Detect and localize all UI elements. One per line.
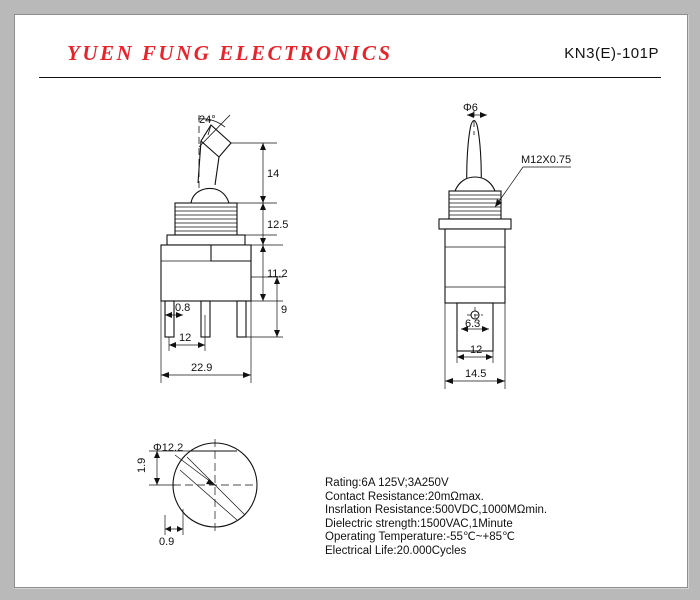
dim-body-upper: 11.2 (267, 268, 288, 280)
spec-insulation-resistance: Insrlation Resistance:500VDC,1000MΩmin. (325, 504, 548, 516)
spec-operating-temperature: Operating Temperature:-55℃~+85℃ (325, 531, 515, 543)
dim-bushing-height: 12.5 (267, 219, 289, 231)
model-number: KN3(E)-101P (564, 45, 659, 62)
dim-overall-width: 22.9 (191, 362, 213, 374)
dim-angle: 24° (199, 114, 216, 126)
dim-key-offset: 1.9 (136, 457, 148, 473)
drawing-sheet (14, 14, 688, 588)
spec-contact-resistance: Contact Resistance:20mΩmax. (325, 490, 484, 503)
dim-hole-dia: Φ12.2 (153, 442, 184, 454)
dim-side-terminal-width: 12 (470, 344, 483, 356)
dim-body-lower: 9 (281, 304, 288, 316)
company-name: YUEN FUNG ELECTRONICS (67, 41, 393, 65)
dim-lever-dia: Φ6 (463, 102, 478, 114)
dim-lever-height: 14 (267, 168, 280, 180)
spec-rating: Rating:6A 125V;3A250V (325, 477, 449, 489)
spec-dielectric-strength: Dielectric strength:1500VAC,1Minute (325, 517, 513, 530)
dim-terminal-thickness: 0.8 (175, 302, 191, 314)
specifications-block (325, 477, 547, 558)
spec-electrical-life: Electrical Life:20.000Cycles (325, 544, 467, 557)
dim-terminal-hole: 6.3 (465, 318, 481, 330)
dim-body-width: 14.5 (465, 368, 487, 380)
dim-key-width: 0.9 (159, 536, 175, 548)
dim-thread: M12X0.75 (521, 154, 572, 166)
dim-terminal-width: 12 (179, 332, 192, 344)
